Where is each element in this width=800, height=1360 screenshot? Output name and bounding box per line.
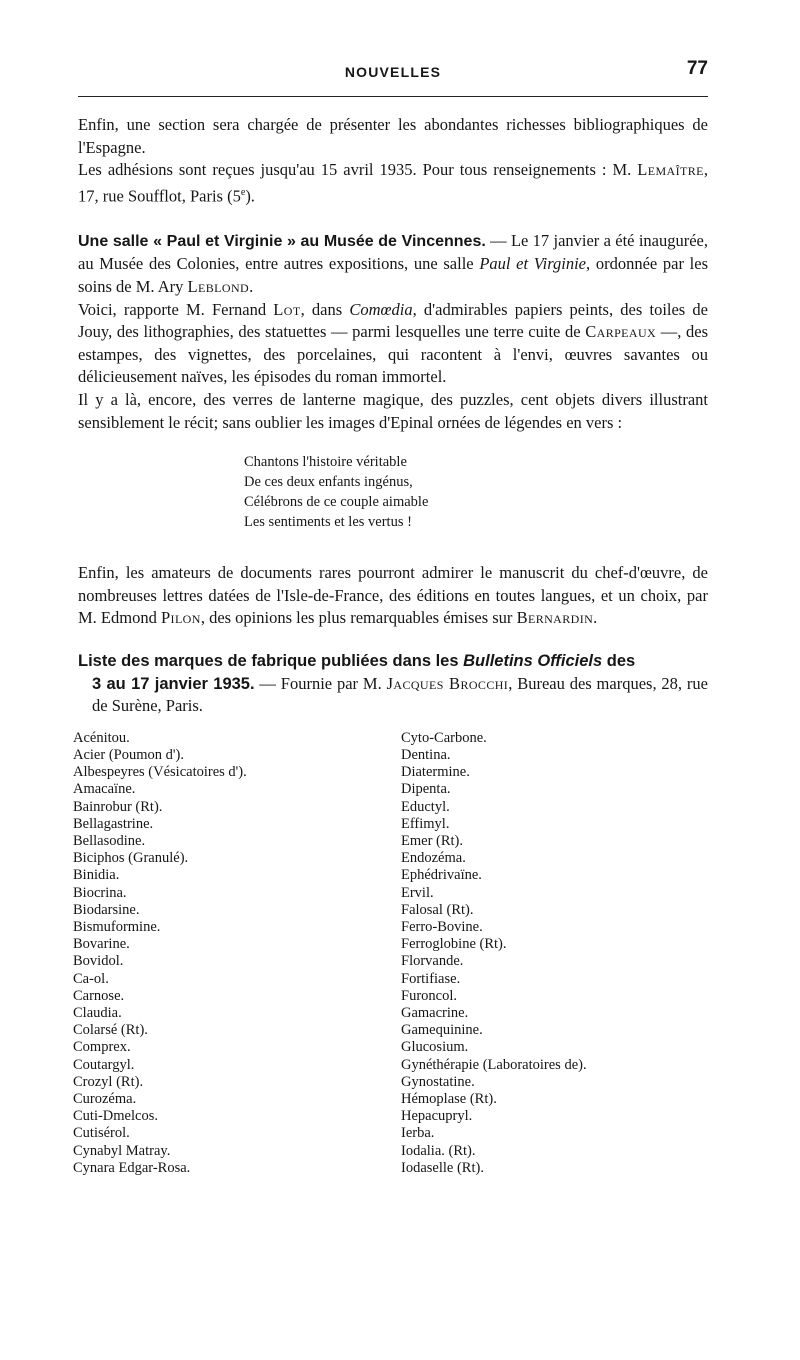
trademark-column-left xyxy=(73,730,383,1177)
person-name: Bernardin xyxy=(516,608,594,628)
paragraph-text: ). xyxy=(245,186,255,206)
verse-line: Les sentiments et les vertus ! xyxy=(244,514,412,531)
trademark-entry: Ervil. xyxy=(401,884,434,901)
person-name: Lot xyxy=(273,299,301,319)
paragraph-text: Enfin, les amateurs de documents rares pourront admirer le manuscrit du chef-d'œuvre, de nombreuses lettres datées de l'Isle-de-France, des éditions en toutes langues, et un choix, par M. Edmond xyxy=(78,563,708,628)
trademark-entry: Ca-ol. xyxy=(73,970,109,987)
paragraph-text: . xyxy=(593,608,598,628)
trademark-entry: Gynéthérapie (Laboratoires de). xyxy=(401,1056,587,1073)
paragraph-text: , des opinions les plus remarquables émises sur xyxy=(200,608,517,628)
trademark-entry: Biodarsine. xyxy=(73,901,140,918)
trademark-entry: Acier (Poumon d'). xyxy=(73,746,184,763)
trademark-entry: Endozéma. xyxy=(401,850,466,867)
article-body xyxy=(73,114,709,1190)
trademark-entry: Curozéma. xyxy=(73,1091,137,1108)
trademark-entry: Colarsé (Rt). xyxy=(73,1022,148,1039)
trademark-entry: Biciphos (Granulé). xyxy=(73,850,189,867)
journal-title: Comœdia xyxy=(349,299,413,319)
heading-text: Liste des marques de fabrique publiées dans les xyxy=(78,652,464,670)
superscript: e xyxy=(240,186,246,198)
trademark-entry: Amacaïne. xyxy=(73,781,136,798)
person-name: Leblond xyxy=(187,277,250,297)
trademark-entry: Bellasodine. xyxy=(73,833,146,849)
trademark-entry: Ferro-Bovine. xyxy=(401,919,483,936)
verse-line: Chantons l'histoire véritable xyxy=(244,454,407,471)
heading-dates: 3 au 17 janvier 1935. xyxy=(92,674,255,693)
page-number: 77 xyxy=(686,58,708,79)
person-name: Lemaître xyxy=(637,160,704,180)
trademark-list xyxy=(73,729,708,1190)
work-title: Paul et Virginie xyxy=(479,254,587,274)
trademark-entry: Gamacrine. xyxy=(401,1005,469,1022)
paragraph-manuscrit xyxy=(78,562,708,630)
trademark-entry: Falosal (Rt). xyxy=(401,901,474,918)
trademark-entry: Hepacupryl. xyxy=(401,1108,473,1125)
trademark-column-right xyxy=(401,730,721,1177)
trademark-entry: Carnose. xyxy=(73,987,125,1004)
trademark-entry: Ferroglobine (Rt). xyxy=(401,936,507,953)
trademark-entry: Albespeyres (Vésicatoires d'). xyxy=(73,764,247,781)
person-name: Carpeaux xyxy=(585,322,657,342)
trademark-entry: Florvande. xyxy=(401,953,464,970)
trademark-entry: Biocrina. xyxy=(73,884,127,901)
paragraph-text: . xyxy=(249,277,254,297)
trademark-entry: Cynara Edgar-Rosa. xyxy=(73,1159,191,1176)
paragraph-text: , ordonnée par les soins de M. Ary xyxy=(78,254,709,297)
person-name: Jacques Brocchi xyxy=(386,673,509,693)
running-header xyxy=(78,56,708,97)
trademark-entry: Cutisérol. xyxy=(73,1125,130,1142)
person-name: Pilon xyxy=(160,608,201,628)
trademark-entry: Cyto-Carbone. xyxy=(401,729,487,746)
trademark-entry: Furoncol. xyxy=(401,987,457,1004)
paragraph-text: — Le 17 janvier a été inaugurée, au Musée des Colonies, entre autres expositions, une salle xyxy=(78,230,709,274)
trademark-entry: Binidia. xyxy=(73,867,120,884)
paragraph-adhesions xyxy=(78,159,708,208)
trademark-entry: Acénitou. xyxy=(73,729,130,746)
trademark-entry: Emer (Rt). xyxy=(401,833,464,849)
section-heading: Une salle « Paul et Virginie » au Musée de Vincennes. xyxy=(78,232,486,250)
verse-line: De ces deux enfants ingénus, xyxy=(244,474,413,491)
paragraph-text: Les adhésions sont reçues jusqu'au 15 avril 1935. Pour tous renseignements : M. xyxy=(78,160,638,180)
paragraph-text: Voici, rapporte M. Fernand xyxy=(78,299,274,319)
trademark-entry: Cynabyl Matray. xyxy=(73,1142,171,1159)
trademark-entry: Eductyl. xyxy=(401,798,450,815)
running-title: NOUVELLES xyxy=(344,64,442,80)
trademark-entry: Ierba. xyxy=(401,1125,435,1142)
trademark-entry: Cuti-Dmelcos. xyxy=(73,1108,158,1125)
trademark-entry: Fortifiase. xyxy=(401,970,461,987)
trademark-entry: Bovarine. xyxy=(73,936,130,953)
verse-quote xyxy=(244,452,708,532)
paragraph-text: Il y a là, encore, des verres de lanterne magique, des puzzles, cent objets divers illustrant sensiblement le récit; sans oublier les images d'Epinal ornées de légendes en vers : xyxy=(78,390,708,432)
heading-text: — Fournie par M. xyxy=(254,673,387,693)
trademark-entry: Gamequinine. xyxy=(401,1022,483,1039)
trademark-entry: Iodaselle (Rt). xyxy=(401,1159,484,1176)
paragraph-text: Enfin, une section sera chargée de présenter les abondantes richesses bibliographiques de l'Espagne. xyxy=(78,115,708,157)
paragraph-text: , 17, rue Soufflot, Paris (5 xyxy=(78,160,708,206)
trademark-entry: Effimyl. xyxy=(401,815,450,832)
paragraph-text: , d'admirables papiers peints, des toiles de Jouy, des lithographies, des statuettes — parmi lesquelles une terre cuite de xyxy=(78,299,708,342)
trademark-entry: Claudia. xyxy=(73,1005,122,1022)
trademark-entry: Diatermine. xyxy=(401,764,470,781)
trademark-entry: Iodalia. (Rt). xyxy=(401,1142,476,1159)
heading-text: , Bureau des marques, 28, rue de Surène, Paris. xyxy=(92,673,708,716)
trademark-entry: Crozyl (Rt). xyxy=(73,1073,144,1090)
paragraph-vincennes xyxy=(78,230,708,299)
paragraph-espagne xyxy=(78,114,708,159)
trademark-entry: Bellagastrine. xyxy=(73,815,154,832)
trademark-entry: Comprex. xyxy=(73,1039,131,1056)
trademark-entry: Dentina. xyxy=(401,746,451,763)
trademark-list-heading xyxy=(78,650,708,718)
heading-text: des xyxy=(602,652,636,670)
trademark-entry: Dipenta. xyxy=(401,781,451,798)
trademark-entry: Bismuformine. xyxy=(73,919,161,936)
paragraph-lanterne xyxy=(78,389,708,434)
trademark-entry: Hémoplase (Rt). xyxy=(401,1091,497,1108)
trademark-entry: Gynostatine. xyxy=(401,1073,475,1090)
trademark-entry: Coutargyl. xyxy=(73,1056,135,1073)
paragraph-text: —, des estampes, des vignettes, des porcelaines, qui racontent à l'envi, œuvres savantes ou délicieusement naïves, les épisodes du roman immortel. xyxy=(78,322,708,387)
verse-line: Célébrons de ce couple aimable xyxy=(244,494,429,511)
trademark-entry: Glucosium. xyxy=(401,1039,469,1056)
trademark-entry: Ephédrivaïne. xyxy=(401,867,482,884)
heading-publication: Bulletins Officiels xyxy=(463,652,603,670)
paragraph-comoedia xyxy=(78,299,708,389)
paragraph-text: , dans xyxy=(300,299,350,319)
trademark-entry: Bainrobur (Rt). xyxy=(73,798,163,815)
trademark-entry: Bovidol. xyxy=(73,953,124,970)
